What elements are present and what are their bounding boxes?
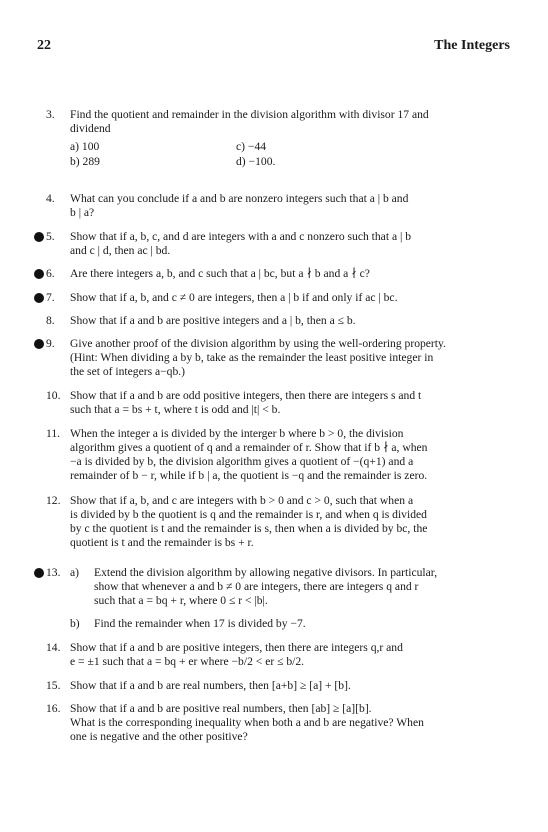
text-line: dividend <box>70 122 111 135</box>
exercise-number: 12. <box>46 494 61 507</box>
text-line: Find the quotient and remainder in the division algorithm with divisor 17 and <box>70 108 429 121</box>
text-line: Extend the division algorithm by allowing negative divisors. In particular, <box>94 566 438 579</box>
exercise-part-b <box>70 617 510 631</box>
exercise-number: 6. <box>46 267 55 280</box>
text-line: by c the quotient is t and the remainder is s, then when a is divided by bc, the <box>70 522 428 535</box>
choice-c: c) −44 <box>236 140 267 153</box>
text-line: (Hint: When dividing a by b, take as the remainder the least positive integer in <box>70 351 434 364</box>
bullet-marker-icon <box>34 293 44 303</box>
text-line: Are there integers a, b, and c such that a | bc, but a ∤ b and a ∤ c? <box>70 267 370 280</box>
answer-choices <box>70 140 510 170</box>
text-line: show that whenever a and b ≠ 0 are integers, there are integers q and r <box>94 580 419 593</box>
text-line: one is negative and the other positive? <box>70 730 248 743</box>
exercise-number: 15. <box>46 679 61 692</box>
text-line: Show that if a and b are positive integers, then there are integers q,r and <box>70 641 403 654</box>
bullet-marker-icon <box>34 269 44 279</box>
exercise-number: 16. <box>46 702 61 715</box>
text-line: Show that if a and b are real numbers, then [a+b] ≥ [a] + [b]. <box>70 679 351 692</box>
page-number: 22 <box>37 38 51 53</box>
text-line: −a is divided by b, the division algorithm gives a quotient of −(q+1) and a <box>70 455 414 468</box>
text-line: quotient is t and the remainder is bs + r. <box>70 536 254 549</box>
choice-a: a) 100 <box>70 140 100 153</box>
choice-d: d) −100. <box>236 155 276 168</box>
text-line: Show that if a, b, and c ≠ 0 are integers, then a | b if and only if ac | bc. <box>70 291 398 304</box>
text-line: Find the remainder when 17 is divided by −7. <box>94 617 306 630</box>
text-line: When the integer a is divided by the interger b where b > 0, the division <box>70 427 404 440</box>
exercise-number: 7. <box>46 291 55 304</box>
exercise-text <box>70 494 510 550</box>
exercise-text <box>70 679 510 693</box>
exercise-number: 10. <box>46 389 61 402</box>
exercise-text <box>70 427 510 483</box>
text-line: Give another proof of the division algorithm by using the well-ordering property. <box>70 337 446 350</box>
text-line: such that a = bs + t, where t is odd and |t| < b. <box>70 403 281 416</box>
text-line: What can you conclude if a and b are nonzero integers such that a | b and <box>70 192 409 205</box>
exercise-part-a <box>70 566 510 608</box>
text-line: is divided by b the quotient is q and the remainder is r, and when q is divided <box>70 508 427 521</box>
exercise-number: 3. <box>46 108 55 121</box>
page-header <box>0 38 548 58</box>
exercise-text <box>70 389 510 417</box>
text-line: Show that if a, b, c, and d are integers with a and c nonzero such that a | b <box>70 230 412 243</box>
exercise-text <box>70 702 510 744</box>
exercise-number: 11. <box>46 427 61 440</box>
text-line: such that a = bq + r, where 0 ≤ r < |b|. <box>94 594 268 607</box>
exercise-number: 9. <box>46 337 55 350</box>
text-line: Show that if a and b are positive integers and a | b, then a ≤ b. <box>70 314 356 327</box>
bullet-marker-icon <box>34 232 44 242</box>
exercise-number: 13. <box>46 566 61 579</box>
text-line: What is the corresponding inequality when both a and b are negative? When <box>70 716 424 729</box>
exercise-text <box>70 291 510 305</box>
text-line: algorithm gives a quotient of q and a remainder of r. Show that if b ∤ a, when <box>70 441 428 454</box>
exercise-text <box>70 192 510 220</box>
text-line: and c | d, then ac | bd. <box>70 244 171 257</box>
bullet-marker-icon <box>34 568 44 578</box>
text-line: Show that if a and b are positive real numbers, then [ab] ≥ [a][b]. <box>70 702 372 715</box>
exercise-text <box>70 314 510 328</box>
text-line: e = ±1 such that a = bq + er where −b/2 < er ≤ b/2. <box>70 655 305 668</box>
bullet-marker-icon <box>34 339 44 349</box>
exercise-text <box>70 337 510 379</box>
exercise-text <box>70 230 510 258</box>
exercise-number: 14. <box>46 641 61 654</box>
running-title: The Integers <box>434 38 510 53</box>
exercise-text <box>70 566 510 631</box>
exercise-text <box>70 108 510 170</box>
part-label: b) <box>70 617 80 630</box>
exercise-text <box>70 267 510 281</box>
exercise-text <box>70 641 510 669</box>
exercise-number: 4. <box>46 192 55 205</box>
text-line: Show that if a and b are odd positive integers, then there are integers s and t <box>70 389 422 402</box>
part-label: a) <box>70 566 80 579</box>
choice-b: b) 289 <box>70 155 100 168</box>
text-line: Show that if a, b, and c are integers with b > 0 and c > 0, such that when a <box>70 494 414 507</box>
text-line: remainder of b − r, while if b | a, the quotient is −q and the remainder is zero. <box>70 469 428 482</box>
text-line: b | a? <box>70 206 95 219</box>
exercise-number: 5. <box>46 230 55 243</box>
exercise-number: 8. <box>46 314 55 327</box>
text-line: the set of integers a−qb.) <box>70 365 186 378</box>
